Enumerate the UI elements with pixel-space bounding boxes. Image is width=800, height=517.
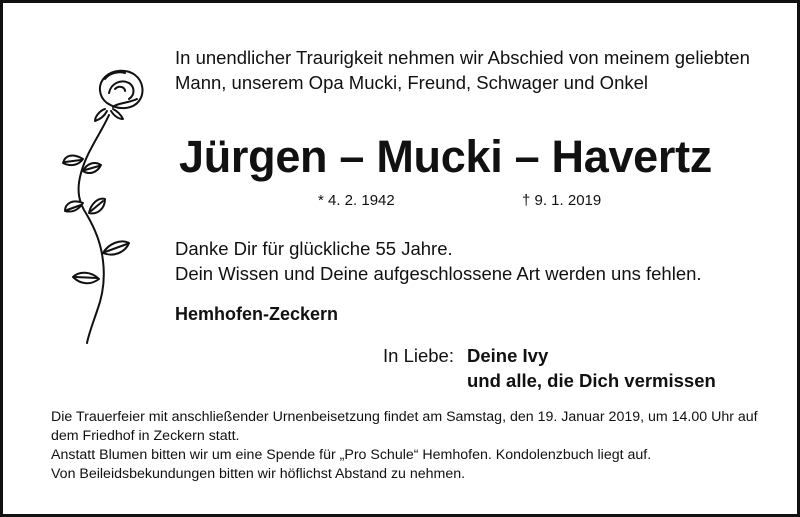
- thanks-line: Danke Dir für glückliche 55 Jahre.: [175, 238, 453, 259]
- thanks-text: [175, 236, 775, 286]
- funeral-notes: [51, 408, 761, 484]
- note-line: Anstatt Blumen bitten wir um eine Spende für „Pro Schule“ Hemhofen. Kondolenzbuch liegt auf.: [51, 447, 652, 463]
- note-line: Die Trauerfeier mit anschließender Urnenbeisetzung findet am Samstag, den 19. Januar 2019, um 14.00 Uhr auf dem Friedhof in Zeckern statt.: [51, 409, 758, 444]
- deceased-name: Jürgen – Mucki – Havertz: [179, 131, 712, 182]
- intro-text: In unendlicher Traurigkeit nehmen wir Abschied von meinem geliebten Mann, unserem Opa Mucki, Freund, Schwager und Onkel: [175, 47, 750, 93]
- thanks-line: Dein Wissen und Deine aufgeschlossene Art werden uns fehlen.: [175, 263, 702, 284]
- death-date: † 9. 1. 2019: [522, 192, 602, 209]
- mourners-others: und alle, die Dich vermissen: [467, 370, 716, 391]
- rose-icon: [43, 63, 148, 348]
- mourner-name: Deine Ivy: [467, 345, 549, 366]
- place-name: Hemhofen-Zeckern: [175, 304, 339, 324]
- note-line: Von Beileidsbekundungen bitten wir höflichst Abstand zu nehmen.: [51, 466, 466, 482]
- signature-block: [383, 343, 716, 393]
- love-label: In Liebe:: [383, 345, 454, 366]
- birth-date: * 4. 2. 1942: [318, 192, 395, 209]
